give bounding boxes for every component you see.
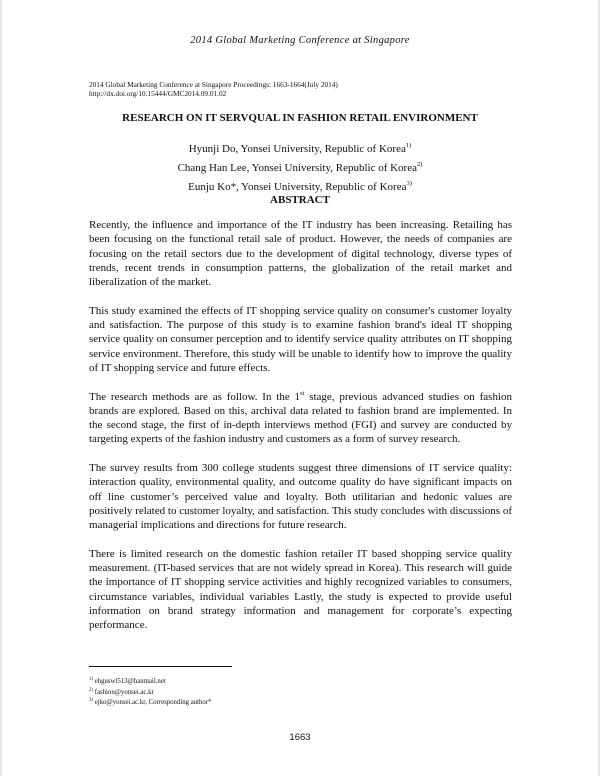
author-list <box>2 138 598 195</box>
footnote <box>89 676 212 687</box>
author-footnote-mark: 3) <box>406 180 412 187</box>
author-name: Chang Han Lee, Yonsei University, Republic of Korea <box>177 162 417 174</box>
abstract-paragraph <box>89 390 512 447</box>
abstract-paragraph: The survey results from 300 college students suggest three dimensions of IT service quality: interaction quality, environmental quality, and outcome quality do have significant impacts on off line customer’s perceived value and loyalty. Both utilitarian and hedonic values are positively related to customer loyalty, and satisfaction. This study concludes with discussions of managerial implications and directions for future research. <box>89 462 512 532</box>
abstract-paragraph: Recently, the influence and importance of the IT industry has been increasing. Retailing has been focusing on the functional retail sale of product. However, the needs of companies are focusing on the retail sectors due to the development of digital technology, diverse types of trends, recent trends in consumption patterns, the globalization of the retail market and liberalization of the market. <box>89 219 512 289</box>
abstract-paragraph: There is limited research on the domestic fashion retailer IT based shopping service quality measurement. (IT-based services that are not widely spread in Korea). This research will guide the importance of IT shopping service activities and highly recognized variables to consumers, circumstance variables, individual variables Lastly, the study is expected to provide useful information on brand strategy information and management for corporate’s expecting performance. <box>89 547 512 632</box>
paragraph-text: stage, previous advanced studies on fashion brands are explored. Based on this, archival data related to fashion brand are implemented. In the second stage, the first of in-depth interviews method (FGI) and survey are conducted by targeting experts of the fashion industry and customers as a form of survey research. <box>89 390 512 446</box>
footnote-email: ejko@yonsei.ac.kr, Corresponding author* <box>94 699 212 707</box>
abstract-body <box>89 218 512 647</box>
ordinal-superscript: st <box>300 389 305 397</box>
footnote-mark: 3) <box>89 698 93 704</box>
author-line <box>2 176 598 195</box>
abstract-heading: ABSTRACT <box>270 194 330 206</box>
proceedings-info <box>89 80 338 98</box>
proceedings-citation: 2014 Global Marketing Conference at Singapore Proceedings: 1663-1664(July 2014) <box>89 80 338 89</box>
footnote-email: ehguswl513@hanmail.net <box>94 678 166 685</box>
author-name: Hyunji Do, Yonsei University, Republic of Korea <box>188 143 406 155</box>
author-footnote-mark: 1) <box>405 142 412 149</box>
footnote <box>89 697 212 708</box>
footnote-divider <box>89 666 232 667</box>
footnote-mark: 2) <box>89 687 93 693</box>
footnote-email: fashion@yonsei.ac.kr <box>94 688 154 696</box>
author-line <box>2 157 598 176</box>
footnote <box>89 687 212 698</box>
page-number: 1663 <box>289 732 311 743</box>
paragraph-text: The research methods are as follow. In the 1 <box>89 390 301 403</box>
author-line <box>2 138 598 157</box>
paper-page <box>2 0 598 776</box>
abstract-paragraph: This study examined the effects of IT shopping service quality on consumer's customer loyalty and satisfaction. The purpose of this study is to examine fashion brand's ideal IT shopping service quality on consumer perception and to identify service quality attributes on IT shopping service environment. Therefore, this study will be unable to identify how to improve the quality of IT shopping service and future effects. <box>89 304 512 374</box>
footnote-mark: 1) <box>89 677 93 682</box>
doi-link[interactable]: http://dx.doi.org/10.15444/GMC2014.09.01.02 <box>89 89 227 98</box>
paper-title: RESEARCH ON IT SERVQUAL IN FASHION RETAIL ENVIRONMENT <box>122 112 478 124</box>
footnotes <box>89 676 212 708</box>
author-name: Eunju Ko*, Yonsei University, Republic of Korea <box>188 181 407 193</box>
running-header: 2014 Global Marketing Conference at Singapore <box>190 35 410 46</box>
author-footnote-mark: 2) <box>416 161 423 168</box>
